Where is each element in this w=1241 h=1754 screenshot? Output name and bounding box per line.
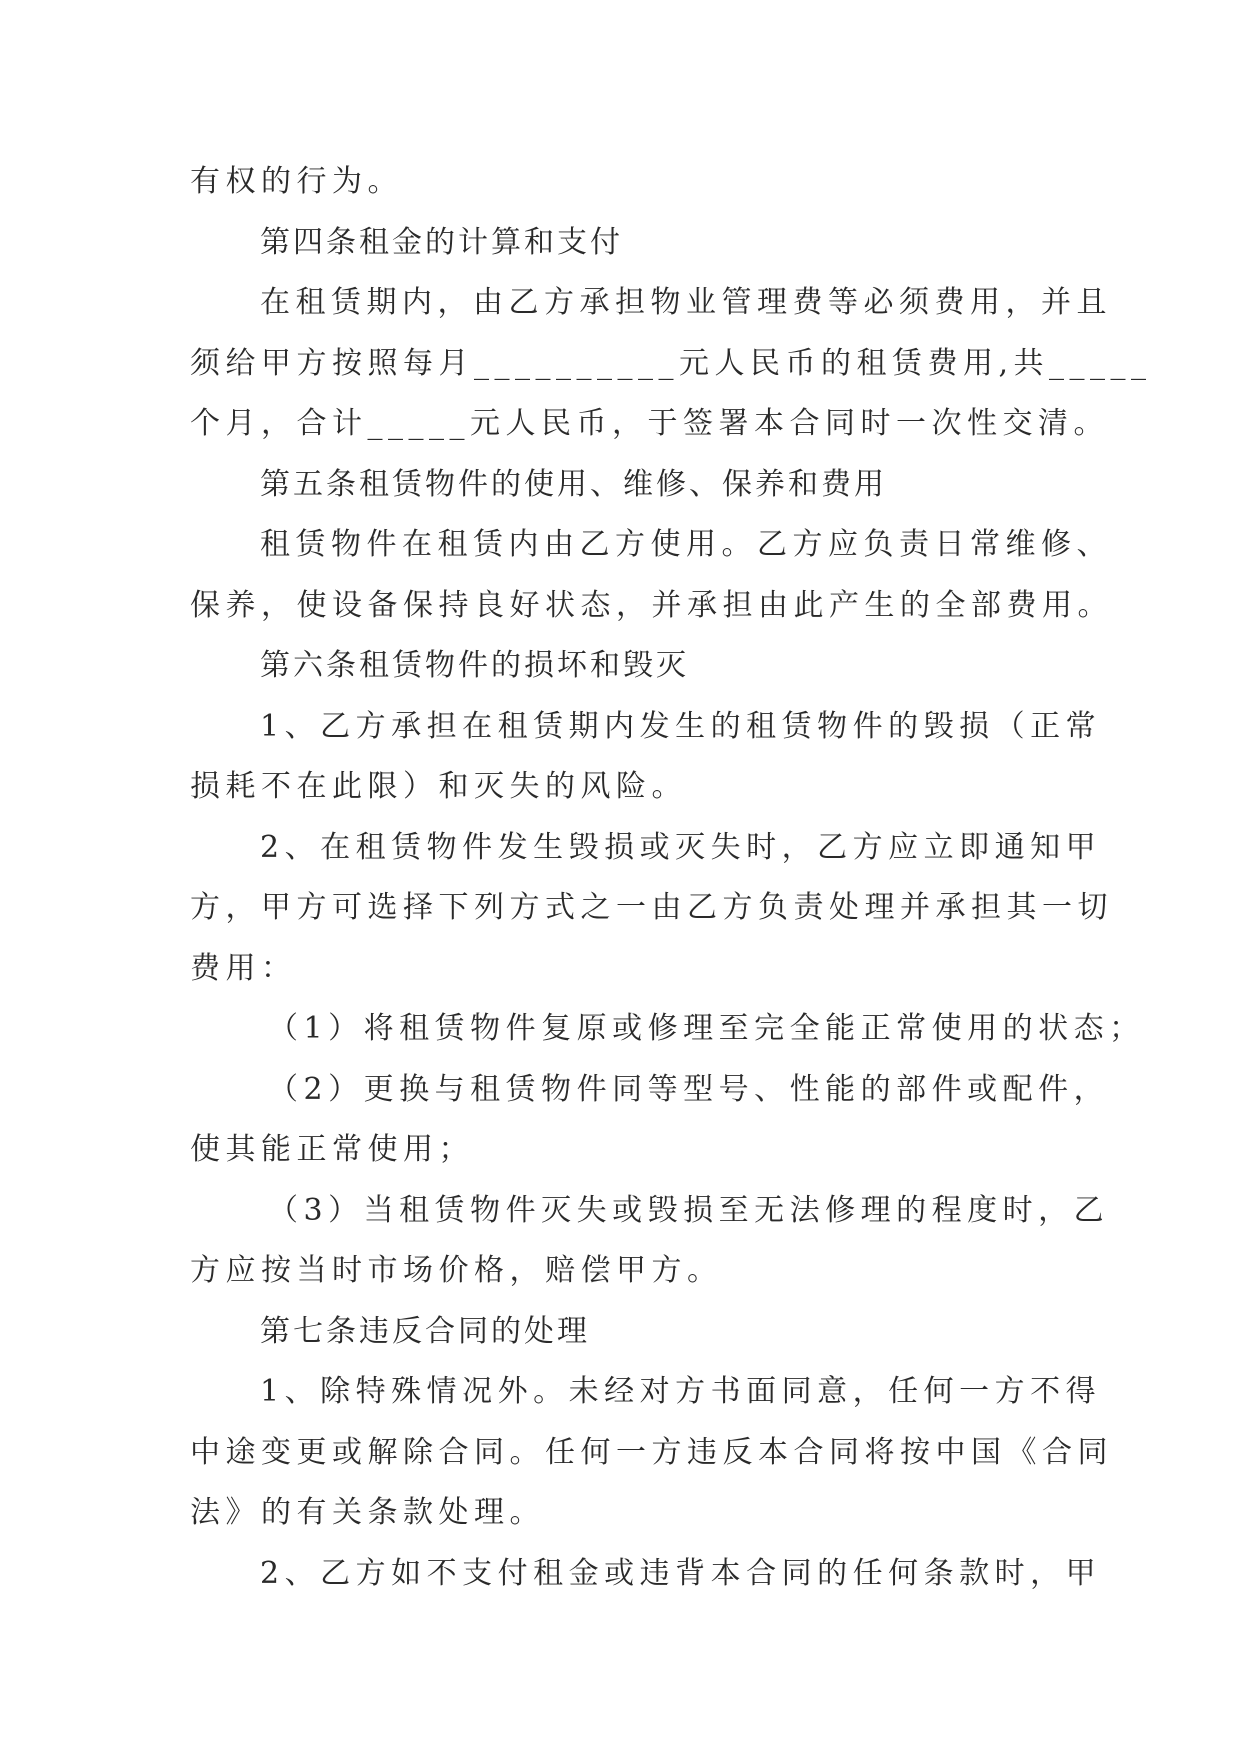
paragraph-line: 在租赁期内，由乙方承担物业管理费等必须费用，并且	[260, 285, 1112, 320]
paragraph-text: 有权的行为。	[190, 164, 403, 199]
paragraph-line: 须给甲方按照每月__________元人民币的租赁费用,共_____	[190, 345, 1152, 381]
heading-text: 第六条租赁物件的损坏和毁灭	[260, 648, 689, 683]
paragraph-line: 法》的有关条款处理。	[190, 1495, 545, 1530]
paragraph-line: 方，甲方可选择下列方式之一由乙方负责处理并承担其一切	[190, 890, 1113, 925]
article-7-heading	[190, 1302, 1070, 1363]
paragraph-line: 中途变更或解除合同。任何一方违反本合同将按中国《合同	[190, 1434, 1113, 1470]
article-7-clause-2	[190, 1544, 1102, 1605]
article-6-option-2	[190, 1060, 1110, 1181]
document-body	[190, 152, 1152, 1604]
paragraph-line: 损耗不在此限）和灭失的风险。	[190, 769, 687, 804]
paragraph-line: 1、乙方承担在租赁期内发生的租赁物件的毁损（正常	[260, 708, 1102, 744]
paragraph-line: （2）更换与租赁物件同等型号、性能的部件或配件，	[268, 1071, 1110, 1107]
heading-text: 第七条违反合同的处理	[260, 1313, 590, 1349]
paragraph-line: 方应按当时市场价格，赔偿甲方。	[190, 1253, 723, 1288]
paragraph-line: 使其能正常使用；	[190, 1132, 474, 1167]
paragraph-line: 2、在租赁物件发生毁损或灭失时，乙方应立即通知甲	[260, 829, 1102, 865]
article-6-heading	[190, 636, 1070, 697]
article-6-clause-1	[190, 697, 1102, 818]
option-text: （1）将租赁物件复原或修理至完全能正常使用的状态；	[268, 1011, 1145, 1046]
article-4-heading	[190, 213, 1070, 274]
paragraph-line: 个月，合计_____元人民币，于签署本合同时一次性交清。	[190, 406, 1109, 441]
paragraph-line: 费用：	[190, 950, 297, 986]
paragraph-line: 租赁物件在租赁内由乙方使用。乙方应负责日常维修、	[260, 527, 1112, 562]
article-6-option-3	[190, 1181, 1110, 1302]
paragraph-text: 2、乙方如不支付租金或违背本合同的任何条款时，甲	[260, 1555, 1102, 1591]
paragraph-continuation	[190, 152, 1070, 213]
article-5-heading	[190, 455, 1070, 516]
article-5-paragraph	[190, 515, 1113, 636]
heading-text: 第五条租赁物件的使用、维修、保养和费用	[260, 466, 887, 502]
heading-text: 第四条租金的计算和支付	[260, 224, 623, 260]
article-6-clause-2	[190, 818, 1113, 1000]
paragraph-line: 1、除特殊情况外。未经对方书面同意，任何一方不得	[260, 1374, 1102, 1409]
paragraph-line: 保养，使设备保持良好状态，并承担由此产生的全部费用。	[190, 587, 1113, 623]
article-6-option-1	[190, 999, 1145, 1060]
article-7-clause-1	[190, 1362, 1113, 1544]
paragraph-line: （3）当租赁物件灭失或毁损至无法修理的程度时，乙	[268, 1192, 1110, 1228]
article-4-paragraph	[190, 273, 1152, 455]
